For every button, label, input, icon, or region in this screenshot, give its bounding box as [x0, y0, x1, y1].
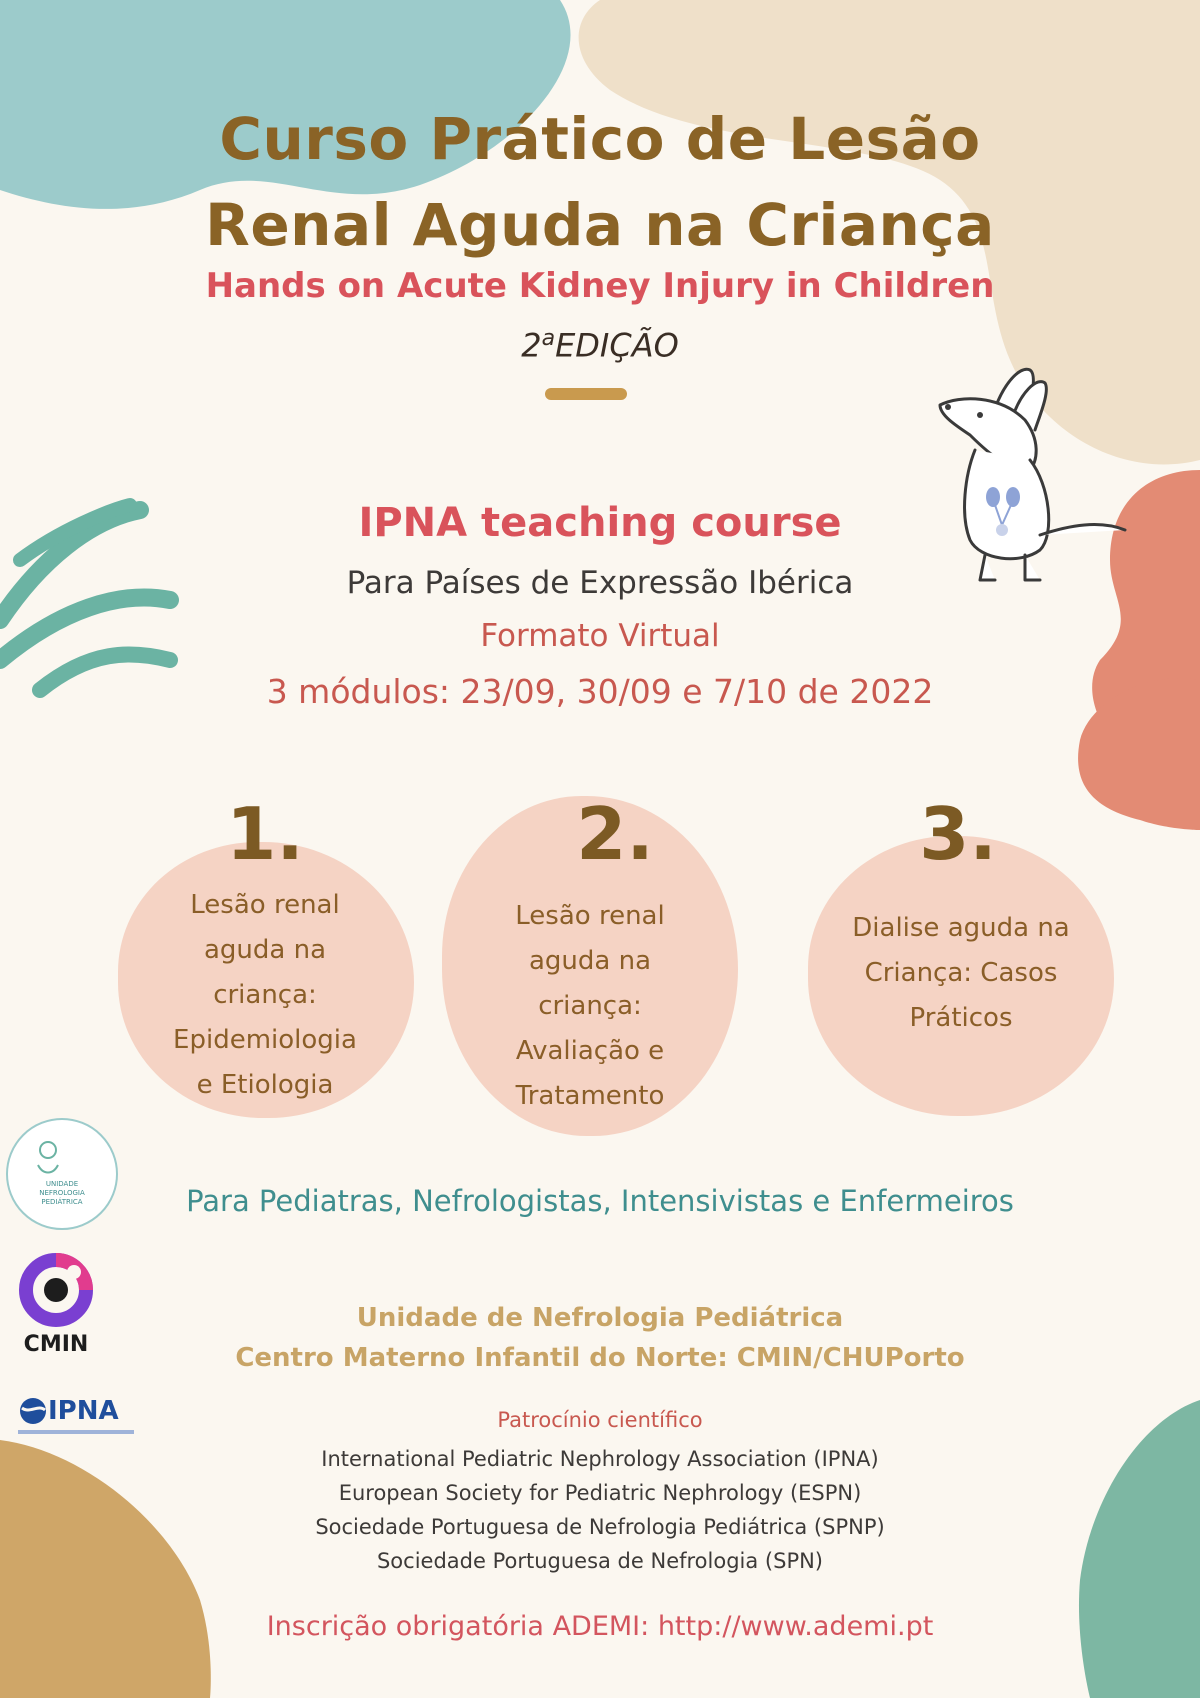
course-subtitle: Hands on Acute Kidney Injury in Children [205, 266, 995, 306]
module-1-line: criança: [213, 980, 317, 1010]
organizer-block [0, 1298, 1200, 1378]
format-text: Formato Virtual [480, 618, 720, 654]
sponsor-item: Sociedade Portuguesa de Nefrologia (SPN) [376, 1549, 824, 1573]
organizer-line-1: Unidade de Nefrologia Pediátrica [356, 1303, 844, 1333]
cmin-logo-text: CMIN [23, 1332, 89, 1357]
unit-logo-text: UNIDADE NEFROLOGIA PEDIÁTRICA [39, 1180, 85, 1206]
module-3-line: Criança: Casos [864, 958, 1058, 988]
organizer-line-2: Centro Materno Infantil do Norte: CMIN/CHUPorto [235, 1343, 965, 1373]
target-audience: Para Pediatras, Nefrologistas, Intensivistas e Enfermeiros [186, 1184, 1014, 1218]
module-1-line: Lesão renal [190, 890, 340, 920]
module-2-number: 2. [576, 792, 654, 876]
module-2-text [455, 894, 725, 1119]
registration-text: Inscrição obrigatória ADEMI: http://www.ademi.pt [266, 1611, 934, 1642]
module-3-text [815, 906, 1107, 1041]
sponsor-item: European Society for Pediatric Nephrology (ESPN) [338, 1481, 862, 1505]
module-3-number: 3. [919, 792, 997, 876]
module-1-line: e Etiologia [196, 1070, 334, 1100]
sponsor-item: Sociedade Portuguesa de Nefrologia Pediátrica (SPNP) [315, 1515, 885, 1539]
title-line-1: Curso Prático de Lesão [219, 105, 981, 173]
edition-underline [545, 388, 627, 400]
region-text: Para Países de Expressão Ibérica [346, 565, 854, 601]
module-1-line: Epidemiologia [173, 1025, 357, 1055]
edition-label [0, 326, 1200, 365]
edition-number: 2 [521, 326, 542, 365]
kangaroo-illustration [930, 365, 1130, 595]
dates-text: 3 módulos: 23/09, 30/09 e 7/10 de 2022 [266, 672, 934, 711]
module-2-line: aguda na [528, 946, 652, 976]
title-line-2: Renal Aguda na Criança [205, 191, 995, 259]
module-3-line: Dialise aguda na [852, 913, 1070, 943]
module-2-line: Tratamento [515, 1081, 665, 1111]
sponsorship-heading: Patrocínio científico [497, 1408, 703, 1432]
module-3-line: Práticos [909, 1003, 1013, 1033]
teaching-course-heading: IPNA teaching course [358, 500, 842, 546]
module-1-number: 1. [226, 792, 304, 876]
ipna-logo-text: IPNA [48, 1396, 119, 1426]
module-2-line: Avaliação e [515, 1036, 665, 1066]
module-2-line: criança: [538, 991, 642, 1021]
sponsor-list [0, 1442, 1200, 1578]
module-1-line: aguda na [203, 935, 327, 965]
edition-word: EDIÇÃO [555, 326, 679, 365]
module-2-line: Lesão renal [515, 901, 665, 931]
edition-superscript: a [541, 326, 556, 351]
course-title [0, 96, 1200, 268]
sponsor-item: International Pediatric Nephrology Association (IPNA) [321, 1447, 879, 1471]
module-1-text [130, 883, 400, 1108]
